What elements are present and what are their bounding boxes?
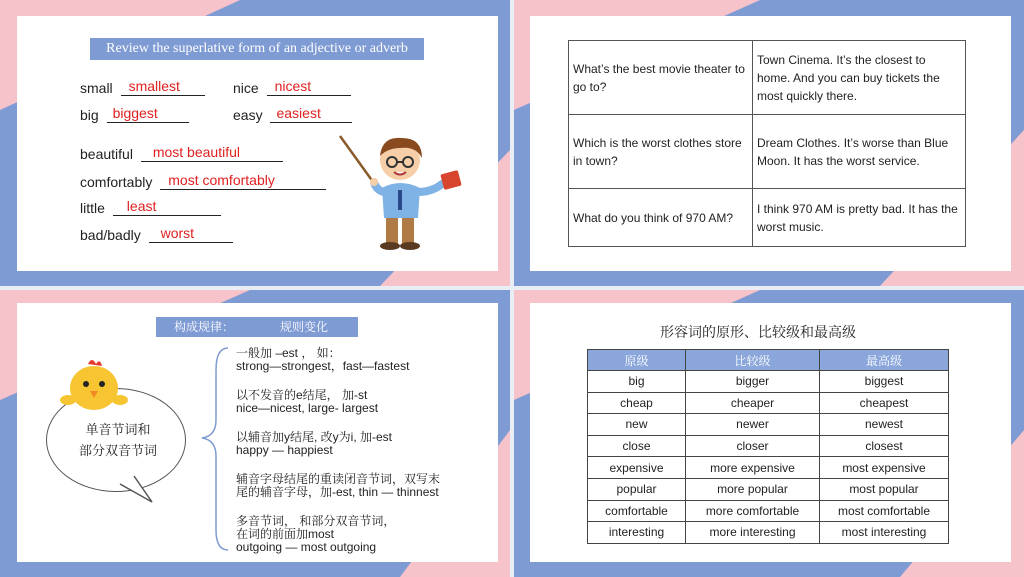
table-cell: comfortable (588, 500, 686, 522)
table-row (588, 414, 949, 436)
pair-small (80, 80, 205, 96)
rule-line: 以辅音加y结尾, 改y为i, 加-est (236, 430, 393, 444)
pair-nice (233, 80, 351, 96)
rule-3 (236, 431, 392, 457)
pair-comfortably (80, 174, 326, 190)
pair-little (80, 200, 221, 216)
table-row (588, 392, 949, 414)
column-header: 最高级 (820, 350, 949, 371)
table-row (588, 435, 949, 457)
rule-line: outgoing — most outgoing (236, 540, 377, 554)
answer-blank (121, 80, 205, 96)
answer-cell: I think 970 AM is pretty bad. It has the worst music. (753, 189, 966, 247)
answer-blank (270, 107, 352, 123)
table-cell: most comfortable (820, 500, 949, 522)
table-cell: expensive (588, 457, 686, 479)
question-cell: What do you think of 970 AM? (569, 189, 753, 247)
answer-text: easiest (276, 105, 321, 121)
answer-blank (141, 146, 283, 162)
answer-text: most comfortably (168, 172, 275, 188)
bubble-line-1: 单音节词和 (85, 422, 151, 437)
pair-big (80, 107, 189, 123)
pair-word: bad/badly (80, 227, 141, 243)
degrees-table (587, 349, 949, 544)
answer-cell: Dream Clothes. It’s worse than Blue Moon. It has the worst service. (753, 115, 966, 189)
table-cell: popular (588, 478, 686, 500)
pair-beautiful (80, 146, 283, 162)
table-row (588, 371, 949, 393)
pair-word: easy (233, 107, 263, 123)
bubble-line-2: 部分双音节词 (78, 443, 157, 458)
rule-bar-value: 规则变化 (280, 320, 329, 334)
rule-line: happy — happiest (236, 443, 333, 457)
pair-word: nice (233, 80, 259, 96)
column-header: 比较级 (686, 350, 820, 371)
answer-blank (160, 174, 326, 190)
table-cell: most expensive (820, 457, 949, 479)
answer-blank (267, 80, 351, 96)
pair-bad (80, 227, 233, 243)
rule-line: 以不发音的e结尾， 加-st (236, 388, 368, 402)
column-header: 原级 (588, 350, 686, 371)
answer-text: least (126, 198, 157, 214)
rule-line: 尾的辅音字母，加-est, thin — thinnest (236, 485, 439, 499)
table-cell: bigger (686, 371, 820, 393)
pair-word: big (80, 107, 99, 123)
answer-blank (149, 227, 233, 243)
table-cell: cheap (588, 392, 686, 414)
table-cell: closest (820, 435, 949, 457)
rule-line: 多音节词， 和部分双音节词， (236, 514, 396, 528)
table-cell: big (588, 371, 686, 393)
answer-text: nicest (274, 78, 312, 94)
table-cell: cheaper (686, 392, 820, 414)
question-cell: Which is the worst clothes store in town? (569, 115, 753, 189)
answer-blank (113, 200, 221, 216)
table-row (569, 41, 966, 115)
table-cell: newest (820, 414, 949, 436)
panel1-title: Review the superlative form of an adjective or adverb (90, 38, 424, 60)
table-cell: most popular (820, 478, 949, 500)
answer-text: biggest (112, 105, 158, 121)
answer-cell: Town Cinema. It’s the closest to home. And you can buy tickets the most quickly there. (753, 41, 966, 115)
answer-text: most beautiful (152, 144, 240, 160)
table-cell: more expensive (686, 457, 820, 479)
pair-word: beautiful (80, 146, 133, 162)
table-row (588, 500, 949, 522)
answer-blank (107, 107, 189, 123)
table-cell: biggest (820, 371, 949, 393)
answer-text: worst (160, 225, 195, 241)
rule-line: nice—nicest, large- largest (236, 401, 379, 415)
rule-line: 一般加 –est ， 如： (236, 346, 341, 360)
table-cell: closer (686, 435, 820, 457)
answer-text: smallest (128, 78, 180, 94)
table-cell: interesting (588, 522, 686, 544)
table-header-row (588, 350, 949, 371)
rule-4 (236, 473, 440, 499)
table-cell: cheapest (820, 392, 949, 414)
question-cell: What’s the best movie theater to go to? (569, 41, 753, 115)
pair-word: little (80, 200, 105, 216)
rule-line: 辅音字母结尾的重读闭音节词，双写末 (236, 472, 441, 486)
table-cell: new (588, 414, 686, 436)
panel4-title: 形容词的原形、比较级和最高级 (660, 324, 856, 340)
table-row (588, 522, 949, 544)
chick-illustration (58, 358, 130, 416)
rule-1 (236, 347, 409, 373)
rule-5 (236, 515, 395, 554)
table-row (569, 115, 966, 189)
teacher-illustration (338, 130, 468, 252)
table-row (588, 478, 949, 500)
table-cell: close (588, 435, 686, 457)
table-row (569, 189, 966, 247)
rule-line: 在词的前面加most (236, 527, 335, 541)
pair-word: comfortably (80, 174, 153, 190)
table-cell: newer (686, 414, 820, 436)
table-cell: more interesting (686, 522, 820, 544)
qa-table (568, 40, 966, 247)
rule-bar-label: 构成规律： (174, 320, 235, 334)
table-cell: more comfortable (686, 500, 820, 522)
table-cell: more popular (686, 478, 820, 500)
pair-word: small (80, 80, 113, 96)
table-cell: most interesting (820, 522, 949, 544)
rule-2 (236, 389, 378, 415)
rule-line: strong—strongest，fast—fastest (236, 359, 410, 373)
table-row (588, 457, 949, 479)
pair-easy (233, 107, 352, 123)
